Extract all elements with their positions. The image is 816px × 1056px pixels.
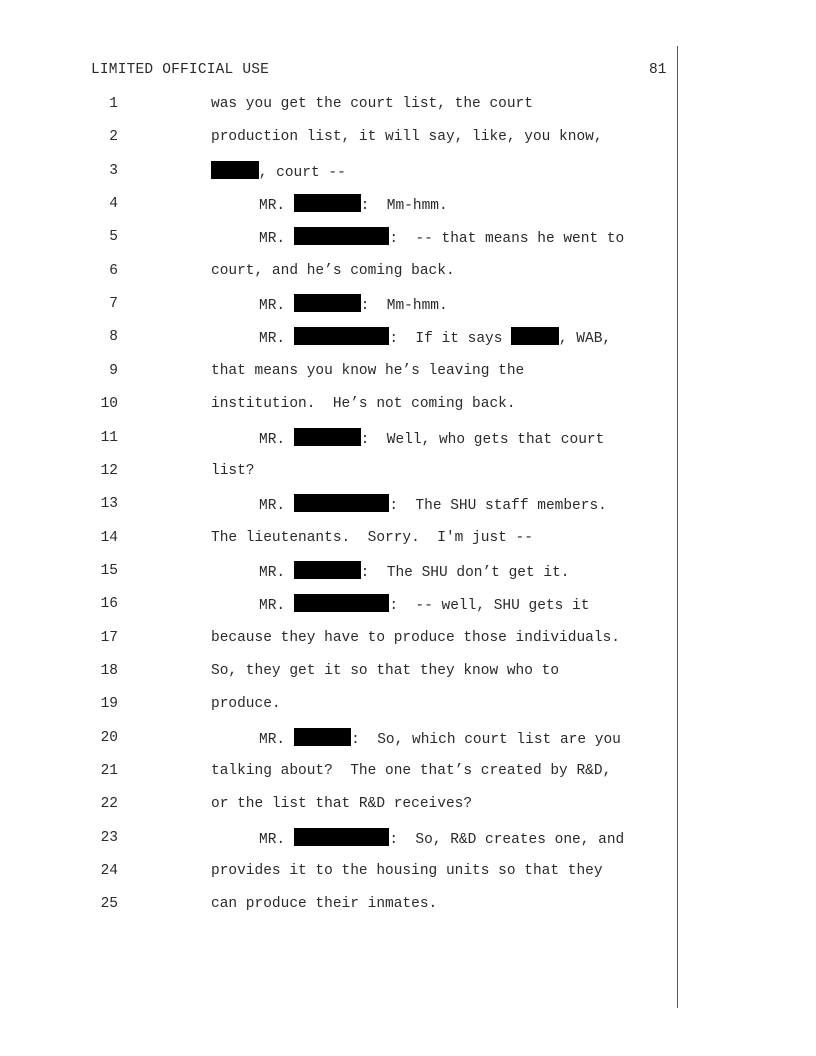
line-text [259,428,604,450]
text-segment: provides it to the housing units so that they [211,863,603,880]
redaction-box [294,828,390,846]
transcript-line [0,628,816,648]
line-text [259,561,570,583]
transcript-line [0,561,816,581]
text-segment: talking about? The one that’s created by R&D, [211,763,612,779]
transcript-line [0,828,816,848]
line-text [211,694,281,714]
classification-header: LIMITED OFFICIAL USE [91,62,270,78]
line-text [259,327,611,349]
text-segment: : The SHU staff members. [389,498,607,515]
transcript-line [0,594,816,614]
line-number: 5 [109,229,118,246]
text-segment: MR. [259,431,294,448]
transcript-line [0,94,816,114]
text-segment: that means you know he’s leaving the [211,362,525,379]
text-segment: : The SHU don’t get it. [360,564,570,581]
text-segment: The lieutenants. Sorry. I'm just -- [211,529,533,546]
line-number: 17 [100,629,118,646]
text-segment: MR. [259,831,294,848]
line-text [211,261,455,281]
text-segment: MR. [259,331,294,348]
line-number: 15 [100,562,118,579]
redaction-box [294,494,390,512]
redaction-box [294,327,390,345]
line-text [211,161,346,183]
text-segment: MR. [259,731,294,748]
line-number: 4 [109,196,118,213]
line-text [211,94,533,114]
text-segment: can produce their inmates. [211,896,438,913]
line-text [211,628,620,648]
text-segment: , WAB, [558,331,612,348]
text-segment: : If it says [389,331,512,348]
text-segment: produce. [211,696,281,713]
text-segment: : Mm-hmm. [360,298,448,315]
transcript-line [0,694,816,714]
transcript-line [0,461,816,481]
text-segment: So, they get it so that they know who to [211,662,560,679]
text-segment: or the list that R&D receives? [211,796,473,813]
transcript-line [0,361,816,381]
line-text [211,661,559,681]
line-text [211,794,472,814]
transcript-line [0,861,816,881]
redaction-box [294,594,390,612]
line-number: 14 [100,529,118,546]
transcript-line [0,294,816,314]
line-number: 22 [100,796,118,813]
transcript-line [0,261,816,281]
redaction-box [211,161,259,179]
transcript-line [0,761,816,781]
redaction-box [294,728,351,746]
transcript-line [0,528,816,548]
transcript-line [0,227,816,247]
line-text [259,728,621,750]
line-number: 20 [100,729,118,746]
redaction-box [511,327,559,345]
transcript-line [0,794,816,814]
transcript-line [0,428,816,448]
redaction-box [294,428,361,446]
text-segment: MR. [259,598,294,615]
text-segment: institution. He’s not coming back. [211,396,516,413]
text-segment: : So, R&D creates one, and [389,831,625,848]
line-number: 9 [109,362,118,379]
transcript-line [0,728,816,748]
text-segment: , court -- [258,164,346,181]
line-text [211,861,603,881]
text-segment: : So, which court list are you [351,731,621,748]
line-number: 18 [100,662,118,679]
line-number: 10 [100,396,118,413]
line-number: 24 [100,863,118,880]
text-segment: MR. [259,231,294,248]
line-text [259,494,607,516]
line-number: 19 [100,696,118,713]
text-segment: MR. [259,298,294,315]
line-text [259,828,624,850]
transcript-line [0,194,816,214]
redaction-box [294,561,361,579]
text-segment: MR. [259,498,294,515]
text-segment: list? [211,462,255,479]
line-number: 13 [100,496,118,513]
line-number: 1 [109,96,118,112]
line-text [211,528,533,548]
redaction-box [294,227,390,245]
line-number: 7 [109,296,118,313]
line-text [259,294,448,316]
page-number: 81 [649,62,667,78]
line-number: 25 [100,896,118,913]
line-text [259,594,589,616]
transcript-line [0,661,816,681]
transcript-line [0,894,816,914]
text-segment: court, and he’s coming back. [211,262,455,279]
text-segment: production list, it will say, like, you know, [211,129,603,146]
line-number: 2 [109,129,118,146]
transcript-line [0,394,816,414]
redaction-box [294,294,361,312]
line-text [211,361,524,381]
text-segment: : Mm-hmm. [360,198,448,215]
line-number: 21 [100,763,118,779]
line-text [211,394,516,414]
transcript-line [0,327,816,347]
transcript-line [0,494,816,514]
text-segment: : -- that means he went to [389,231,625,248]
line-number: 8 [109,329,118,346]
transcript-line [0,161,816,181]
line-text [211,894,437,914]
text-segment: : -- well, SHU gets it [389,598,590,615]
transcript-line [0,127,816,147]
line-number: 6 [109,262,118,279]
line-text [211,461,255,481]
text-segment: MR. [259,564,294,581]
line-number: 12 [100,462,118,479]
line-number: 23 [100,829,118,846]
line-text [259,227,624,249]
line-number: 11 [100,429,118,446]
text-segment: MR. [259,198,294,215]
line-number: 16 [100,596,118,613]
text-segment: because they have to produce those individuals. [211,629,620,646]
redaction-box [294,194,361,212]
text-segment: was you get the court list, the court [211,96,533,112]
line-text [211,761,611,781]
line-number: 3 [109,162,118,179]
line-text [259,194,448,216]
text-segment: : Well, who gets that court [360,431,605,448]
line-text [211,127,603,147]
